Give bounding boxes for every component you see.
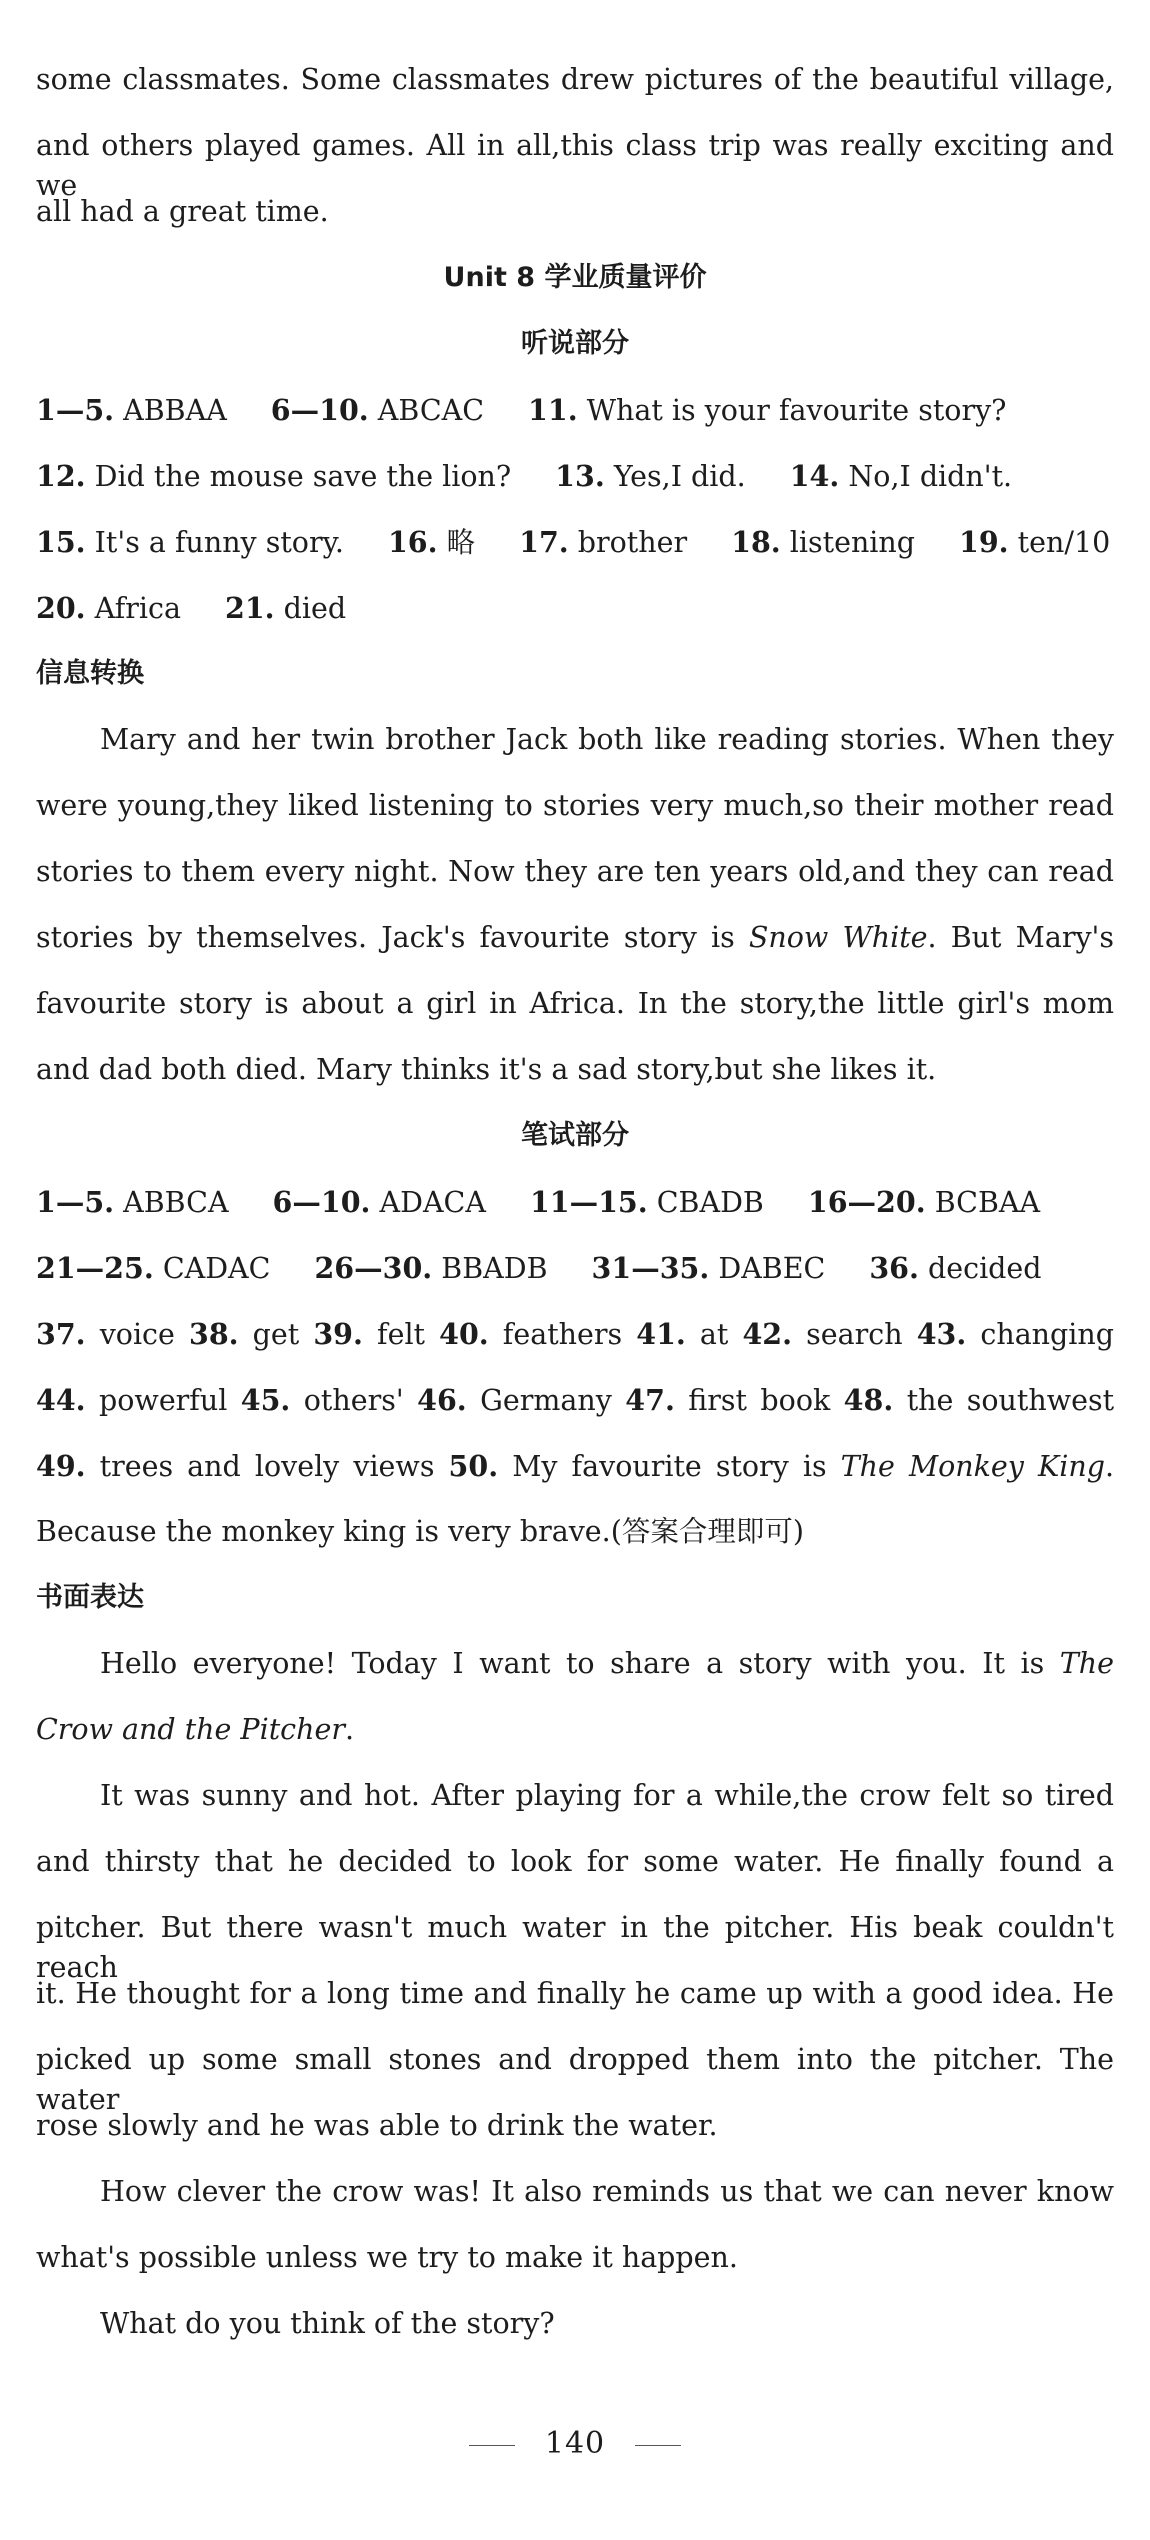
answer-value: Africa — [94, 592, 181, 625]
answer-value: changing — [980, 1318, 1114, 1351]
answer-value: No,I didn't. — [848, 460, 1013, 493]
answer-value: 略 — [446, 526, 476, 559]
footer-dash-left — [469, 2445, 515, 2446]
answer-number: 11—15. — [529, 1185, 648, 1219]
answer-value: listening — [789, 526, 916, 559]
page-footer — [36, 2424, 1114, 2464]
footer-dash-right — [635, 2445, 681, 2446]
info-section-title: 信息转换 — [36, 658, 144, 689]
answer-number: 50. — [448, 1449, 499, 1483]
answer-number: 21. — [224, 591, 275, 625]
answer-number: 18. — [731, 525, 781, 559]
writing-p4-line-1: What do you think of the story? — [100, 2307, 555, 2340]
info-line-4-end: . But Mary's — [927, 921, 1115, 954]
intro-line-3: all had a great time. — [36, 195, 329, 228]
writing-p1-line-2 — [36, 1710, 1114, 1750]
writing-p2-line-5: picked up some small stones and dropped them into the pitcher. The water — [36, 2043, 1114, 2116]
answer-number: 45. — [240, 1383, 291, 1417]
writing-p1-title-start: The — [1059, 1647, 1114, 1680]
answer-value: search — [806, 1318, 903, 1351]
answer-number: 40. — [439, 1317, 489, 1351]
writing-p2-line-4: it. He thought for a long time and finally he came up with a good idea. He — [36, 1977, 1114, 2010]
answer-value: It's a funny story. — [94, 526, 344, 559]
answer-number: 31—35. — [591, 1251, 710, 1285]
listening-answers-row-2 — [36, 456, 1114, 497]
writing-p2-line-6: rose slowly and he was able to drink the water. — [36, 2109, 718, 2142]
answer-value: get — [252, 1318, 300, 1351]
answer-value: Germany — [480, 1384, 612, 1417]
answer-number: 19. — [959, 525, 1009, 559]
listening-answers-row-3 — [36, 522, 1114, 563]
writing-p1-text: Hello everyone! Today I want to share a story with you. It is — [100, 1647, 1045, 1680]
answer-value: feathers — [502, 1318, 623, 1351]
answer-value: decided — [928, 1252, 1042, 1285]
answer-value: others' — [303, 1384, 404, 1417]
listening-section-title: 听说部分 — [521, 328, 629, 359]
answer-number: 21—25. — [36, 1251, 154, 1285]
answer-number: 26—30. — [314, 1251, 433, 1285]
answer-value: BBADB — [441, 1252, 548, 1285]
info-line-3: stories to them every night. Now they are ten years old,and they can read — [36, 855, 1114, 888]
answer-number: 13. — [555, 459, 605, 493]
q50-line-2: Because the monkey king is very brave.(答案合理即可) — [36, 1515, 804, 1548]
answer-value: CADAC — [162, 1252, 271, 1285]
answer-number: 44. — [36, 1383, 86, 1417]
answer-value: first book — [688, 1384, 831, 1417]
answer-value: What is your favourite story? — [586, 394, 1007, 427]
writing-p2-line-2: and thirsty that he decided to look for some water. He finally found a — [36, 1845, 1114, 1878]
answer-number: 15. — [36, 525, 86, 559]
answer-value: ten/10 — [1017, 526, 1111, 559]
answer-number: 20. — [36, 591, 86, 625]
listening-answers-row-4 — [36, 588, 1114, 629]
intro-line-2: and others played games. All in all,this class trip was really exciting and we — [36, 129, 1114, 202]
writing-p3-line-1: How clever the crow was! It also reminds us that we can never know — [100, 2175, 1114, 2208]
writing-p1-line-1 — [36, 1644, 1114, 1684]
answer-value: ABBAA — [123, 394, 227, 427]
answer-value: voice — [99, 1318, 175, 1351]
q50-end: . — [1104, 1450, 1115, 1483]
answer-number: 37. — [36, 1317, 86, 1351]
answer-number: 6—10. — [272, 1185, 371, 1219]
answer-value: trees and lovely views — [99, 1450, 435, 1483]
info-line-1: Mary and her twin brother Jack both like reading stories. When they — [100, 723, 1114, 756]
answer-number: 6—10. — [270, 393, 369, 427]
story-title-monkey-king: The Monkey King — [840, 1450, 1105, 1483]
written-answers-row-4 — [36, 1380, 1114, 1421]
writing-p2-line-1: It was sunny and hot. After playing for a while,the crow felt so tired — [100, 1779, 1114, 1812]
intro-line-1: some classmates. Some classmates drew pictures of the beautiful village, — [36, 63, 1114, 96]
writing-p1-end: . — [344, 1713, 355, 1746]
writing-p3-line-2: what's possible unless we try to make it happen. — [36, 2241, 738, 2274]
answer-value: BCBAA — [934, 1186, 1041, 1219]
answer-number: 46. — [417, 1383, 467, 1417]
info-line-4 — [36, 918, 1114, 958]
answer-value: felt — [377, 1318, 426, 1351]
answer-value: My favourite story is — [512, 1450, 827, 1483]
answer-number: 14. — [789, 459, 840, 493]
answer-number: 16. — [387, 525, 438, 559]
writing-p2-line-3: pitcher. But there wasn't much water in the pitcher. His beak couldn't reach — [36, 1911, 1114, 1984]
answer-value: Did the mouse save the lion? — [94, 460, 512, 493]
answer-value: Yes,I did. — [613, 460, 746, 493]
info-line-4-text: stories by themselves. Jack's favourite story is — [36, 921, 735, 954]
story-title-snow-white: Snow White — [748, 921, 928, 954]
answer-value: DABEC — [718, 1252, 826, 1285]
info-line-6: and dad both died. Mary thinks it's a sad story,but she likes it. — [36, 1053, 937, 1086]
answer-value: died — [283, 592, 347, 625]
page-number: 140 — [544, 2426, 606, 2461]
answer-value: powerful — [99, 1384, 228, 1417]
answer-value: ABBCA — [123, 1186, 229, 1219]
answer-number: 1—5. — [36, 393, 115, 427]
answer-number: 12. — [36, 459, 86, 493]
answer-number: 17. — [519, 525, 569, 559]
story-title-crow-pitcher: Crow and the Pitcher — [36, 1713, 345, 1746]
info-line-2: were young,they liked listening to stories very much,so their mother read — [36, 789, 1114, 822]
answer-value: the southwest — [906, 1384, 1115, 1417]
answer-number: 38. — [188, 1317, 239, 1351]
written-answers-row-1 — [36, 1182, 1114, 1223]
written-answers-row-2 — [36, 1248, 1114, 1289]
written-answers-row-5 — [36, 1446, 1114, 1487]
answer-value: ABCAC — [377, 394, 485, 427]
answer-number: 48. — [843, 1383, 894, 1417]
answer-value: CBADB — [656, 1186, 764, 1219]
answer-number: 43. — [916, 1317, 967, 1351]
answer-number: 1—5. — [36, 1185, 115, 1219]
answer-number: 36. — [869, 1251, 919, 1285]
answer-value: at — [699, 1318, 729, 1351]
writing-section-title: 书面表达 — [36, 1582, 144, 1613]
answer-number: 39. — [313, 1317, 363, 1351]
answer-value: brother — [577, 526, 688, 559]
answer-number: 49. — [36, 1449, 86, 1483]
listening-answers-row-1 — [36, 390, 1114, 431]
answer-number: 47. — [625, 1383, 675, 1417]
written-section-title: 笔试部分 — [521, 1120, 629, 1151]
written-answers-row-3 — [36, 1314, 1114, 1355]
answer-number: 42. — [742, 1317, 793, 1351]
unit-title: Unit 8 学业质量评价 — [443, 262, 707, 293]
answer-number: 16—20. — [807, 1185, 926, 1219]
answer-number: 11. — [528, 393, 578, 427]
info-line-5: favourite story is about a girl in Africa. In the story,the little girl's mom — [36, 987, 1114, 1020]
answer-number: 41. — [636, 1317, 686, 1351]
answer-value: ADACA — [379, 1186, 486, 1219]
